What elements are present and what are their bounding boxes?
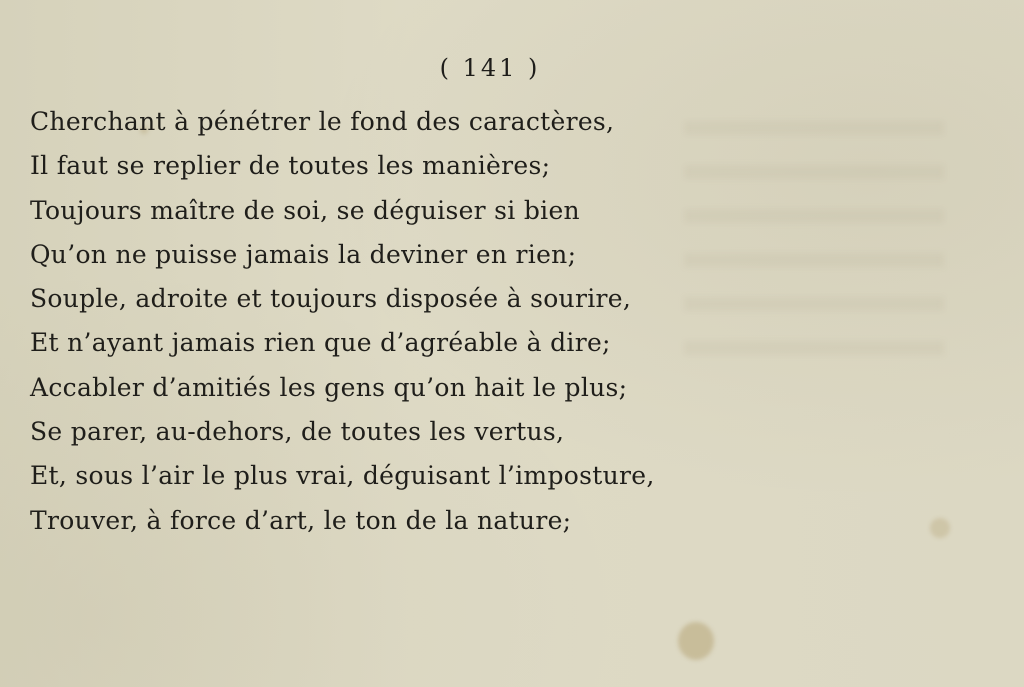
verse-line: Se parer, au-dehors, de toutes les vertus, bbox=[30, 417, 565, 447]
verse-line: Accabler d’amitiés les gens qu’on hait le plus; bbox=[30, 372, 628, 402]
verse-line: Cherchant à pénétrer le fond des caractères, bbox=[30, 107, 615, 136]
foxing-stain bbox=[930, 518, 950, 538]
page-number: ( 141 ) bbox=[439, 54, 541, 82]
verse-line: Et n’ayant jamais rien que d’agréable à dire; bbox=[30, 328, 611, 358]
verse-line: Souple, adroite et toujours disposée à sourire, bbox=[30, 284, 632, 314]
verse-line: Il faut se replier de toutes les manières; bbox=[30, 151, 551, 181]
foxing-stain bbox=[678, 622, 714, 660]
verse-line: Toujours maître de soi, se déguiser si bien bbox=[30, 195, 580, 225]
verse-line: Qu’on ne puisse jamais la deviner en rien; bbox=[30, 239, 577, 269]
verse-block bbox=[30, 100, 790, 543]
verse-line: Trouver, à force d’art, le ton de la nature; bbox=[30, 505, 572, 535]
verse-line: Et, sous l’air le plus vrai, déguisant l’imposture, bbox=[30, 461, 655, 491]
